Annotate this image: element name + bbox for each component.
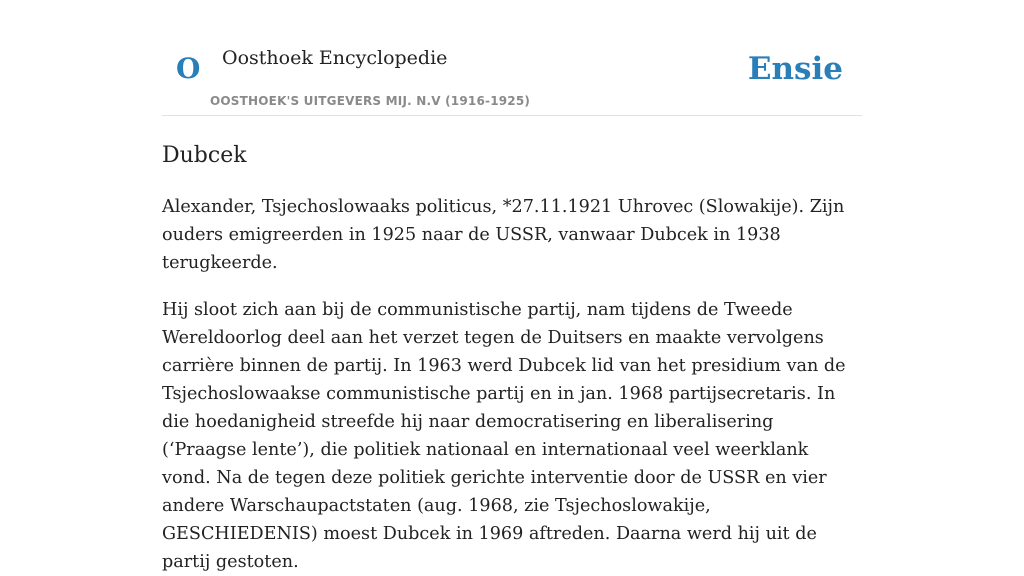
publisher-label: OOSTHOEK'S UITGEVERS MIJ. N.V (1916-1925) xyxy=(210,94,531,108)
entry-body xyxy=(162,193,862,576)
entry-title: Dubcek xyxy=(162,143,247,168)
page xyxy=(162,0,862,576)
source-logo-icon[interactable]: O xyxy=(176,52,201,85)
entry-paragraph: Hij sloot zich aan bij de communistische partij, nam tijdens de Tweede Wereldoorlog deel aan het verzet tegen de Duitsers en maakte vervolgens carrière binnen de partij. In 1963 werd Dubcek lid van het presidium van de Tsjechoslowaakse communistische partij en in jan. 1968 partijsecretaris. In die hoedanigheid streefde hij naar democratisering en liberalisering (‘Praagse lente’), die politiek nationaal en internationaal veel weerklank vond. Na de tegen deze politiek gerichte interventie door de USSR en vier andere Warschaupactstaten (aug. 1968, zie Tsjechoslowakije, GESCHIEDENIS) moest Dubcek in 1969 aftreden. Daarna werd hij uit de partij gestoten. xyxy=(162,300,846,572)
source-header xyxy=(162,0,862,116)
entry-paragraph: Alexander, Tsjechoslowaaks politicus, *27.11.1921 Uhrovec (Slowakije). Zijn ouders emigreerden in 1925 naar de USSR, vanwaar Dubcek in 1938 terugkeerde. xyxy=(162,197,845,273)
ensie-logo-link[interactable]: Ensie xyxy=(747,51,843,87)
source-title-link[interactable]: Oosthoek Encyclopedie xyxy=(222,47,448,69)
